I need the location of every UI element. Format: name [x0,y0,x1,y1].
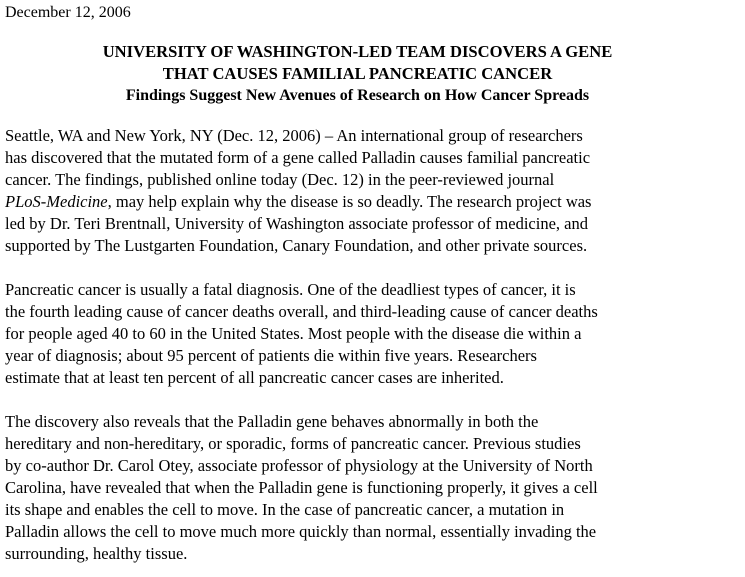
paragraph-1 [5,125,740,257]
journal-name: PLoS-Medicine [5,192,108,211]
paragraph-line: has discovered that the mutated form of a gene called Palladin causes familial pancreatic [5,148,591,167]
paragraph-line: The discovery also reveals that the Palladin gene behaves abnormally in both the [5,412,539,431]
paragraph-line: Pancreatic cancer is usually a fatal diagnosis. One of the deadliest types of cancer, it is [5,280,576,299]
paragraph-2 [5,279,740,389]
paragraph-line-rest: , may help explain why the disease is so deadly. The research project was [107,192,592,211]
paragraph-line: for people aged 40 to 60 in the United States. Most people with the disease die within a [5,324,582,343]
paragraph-line: surrounding, healthy tissue. [5,544,188,563]
paragraph-3 [5,411,740,565]
paragraph-line: Palladin allows the cell to move much more quickly than normal, essentially invading the [5,522,597,541]
paragraph-line [5,191,740,213]
paragraph-line: year of diagnosis; about 95 percent of patients die within five years. Researchers [5,346,537,365]
paragraph-line: estimate that at least ten percent of all pancreatic cancer cases are inherited. [5,368,504,387]
headline-line-2: THAT CAUSES FAMILIAL PANCREATIC CANCER [162,64,553,83]
press-release [5,0,740,565]
paragraph-line: supported by The Lustgarten Foundation, Canary Foundation, and other private sources. [5,236,588,255]
paragraph-line: the fourth leading cause of cancer deaths overall, and third-leading cause of cancer deaths [5,302,598,321]
headline [5,41,740,85]
paragraph-line: hereditary and non-hereditary, or sporadic, forms of pancreatic cancer. Previous studies [5,434,581,453]
paragraph-line: cancer. The findings, published online today (Dec. 12) in the peer-reviewed journal [5,170,555,189]
subheadline: Findings Suggest New Avenues of Research on How Cancer Spreads [125,87,590,104]
paragraph-line: Seattle, WA and New York, NY (Dec. 12, 2006) – An international group of researchers [5,126,583,145]
paragraph-line: its shape and enables the cell to move. In the case of pancreatic cancer, a mutation in [5,500,565,519]
paragraph-line: by co-author Dr. Carol Otey, associate professor of physiology at the University of North [5,456,593,475]
headline-line-1: UNIVERSITY OF WASHINGTON-LED TEAM DISCOVERS A GENE [102,42,613,61]
paragraph-line: Carolina, have revealed that when the Palladin gene is functioning properly, it gives a cell [5,478,598,497]
release-date: December 12, 2006 [5,4,131,21]
paragraph-line: led by Dr. Teri Brentnall, University of Washington associate professor of medicine, and [5,214,588,233]
